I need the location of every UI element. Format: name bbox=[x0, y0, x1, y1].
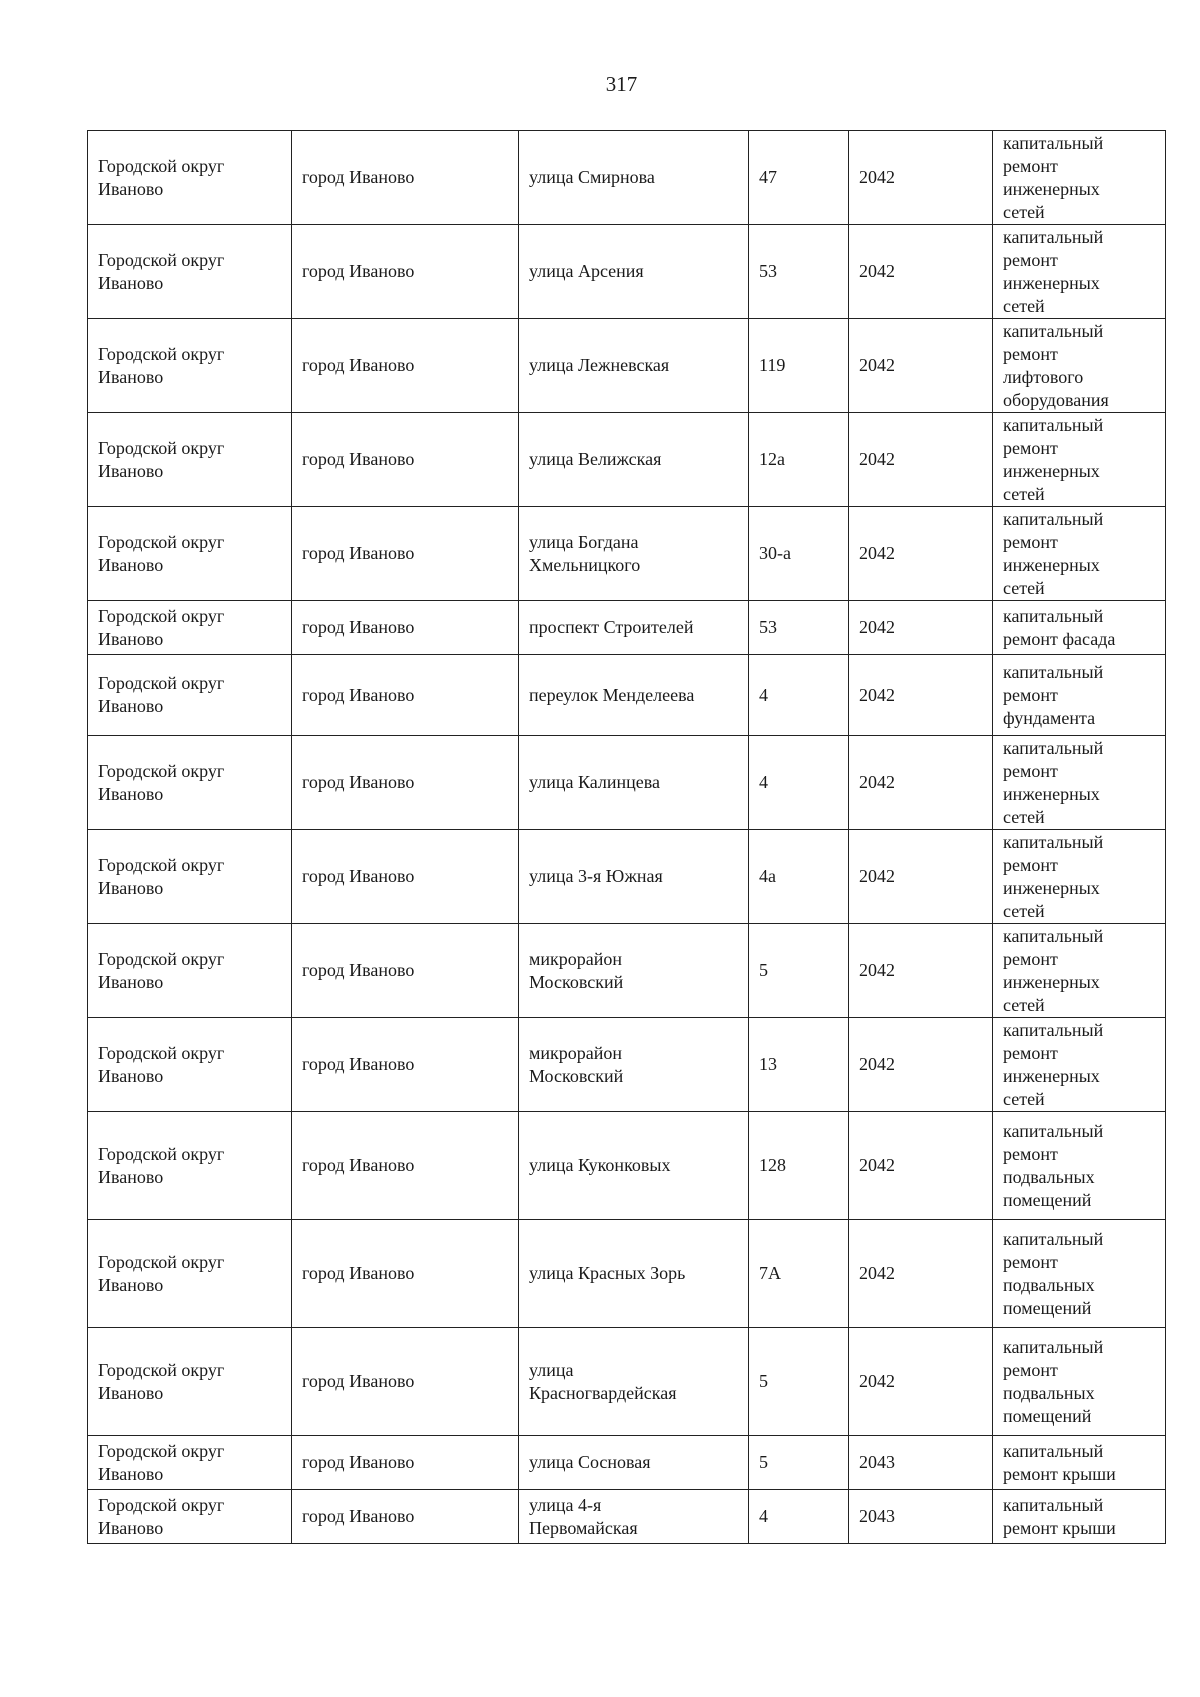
table-row bbox=[88, 1220, 1166, 1328]
table-row bbox=[88, 1490, 1166, 1544]
table-row bbox=[88, 319, 1166, 413]
house-number-cell: 4а bbox=[749, 830, 849, 924]
settlement-cell: город Иваново bbox=[292, 736, 519, 830]
work-type-cell: капитальный ремонт инженерных сетей bbox=[993, 413, 1166, 507]
street-cell: улица Красногвардейская bbox=[519, 1328, 749, 1436]
street-cell: улица Куконковых bbox=[519, 1112, 749, 1220]
work-type-cell: капитальный ремонт крыши bbox=[993, 1490, 1166, 1544]
street-cell: микрорайон Московский bbox=[519, 924, 749, 1018]
house-number-cell: 12а bbox=[749, 413, 849, 507]
street-cell: улица Арсения bbox=[519, 225, 749, 319]
settlement-cell: город Иваново bbox=[292, 507, 519, 601]
work-type-cell: капитальный ремонт фундамента bbox=[993, 655, 1166, 736]
table-row bbox=[88, 1112, 1166, 1220]
planned-year-cell: 2042 bbox=[849, 655, 993, 736]
work-type-cell: капитальный ремонт лифтового оборудования bbox=[993, 319, 1166, 413]
district-cell: Городской округ Иваново bbox=[88, 413, 292, 507]
street-cell: микрорайон Московский bbox=[519, 1018, 749, 1112]
planned-year-cell: 2042 bbox=[849, 507, 993, 601]
table-row bbox=[88, 1018, 1166, 1112]
street-cell: переулок Менделеева bbox=[519, 655, 749, 736]
district-cell: Городской округ Иваново bbox=[88, 830, 292, 924]
table-row bbox=[88, 507, 1166, 601]
district-cell: Городской округ Иваново bbox=[88, 655, 292, 736]
district-cell: Городской округ Иваново bbox=[88, 507, 292, 601]
settlement-cell: город Иваново bbox=[292, 1490, 519, 1544]
street-cell: улица Богдана Хмельницкого bbox=[519, 507, 749, 601]
settlement-cell: город Иваново bbox=[292, 413, 519, 507]
house-number-cell: 53 bbox=[749, 225, 849, 319]
work-type-cell: капитальный ремонт инженерных сетей bbox=[993, 830, 1166, 924]
planned-year-cell: 2042 bbox=[849, 131, 993, 225]
street-cell: улица 4-я Первомайская bbox=[519, 1490, 749, 1544]
table-row bbox=[88, 413, 1166, 507]
repair-schedule-table bbox=[87, 130, 1166, 1544]
settlement-cell: город Иваново bbox=[292, 1436, 519, 1490]
street-cell: проспект Строителей bbox=[519, 601, 749, 655]
settlement-cell: город Иваново bbox=[292, 131, 519, 225]
work-type-cell: капитальный ремонт крыши bbox=[993, 1436, 1166, 1490]
table-row bbox=[88, 1328, 1166, 1436]
district-cell: Городской округ Иваново bbox=[88, 1112, 292, 1220]
house-number-cell: 5 bbox=[749, 924, 849, 1018]
district-cell: Городской округ Иваново bbox=[88, 601, 292, 655]
district-cell: Городской округ Иваново bbox=[88, 736, 292, 830]
table-body bbox=[88, 131, 1166, 1544]
planned-year-cell: 2042 bbox=[849, 1220, 993, 1328]
work-type-cell: капитальный ремонт инженерных сетей bbox=[993, 736, 1166, 830]
district-cell: Городской округ Иваново bbox=[88, 1328, 292, 1436]
district-cell: Городской округ Иваново bbox=[88, 1220, 292, 1328]
table-row bbox=[88, 1436, 1166, 1490]
planned-year-cell: 2042 bbox=[849, 225, 993, 319]
street-cell: улица Красных Зорь bbox=[519, 1220, 749, 1328]
table-row bbox=[88, 830, 1166, 924]
street-cell: улица 3-я Южная bbox=[519, 830, 749, 924]
street-cell: улица Смирнова bbox=[519, 131, 749, 225]
house-number-cell: 13 bbox=[749, 1018, 849, 1112]
work-type-cell: капитальный ремонт подвальных помещений bbox=[993, 1328, 1166, 1436]
street-cell: улица Велижская bbox=[519, 413, 749, 507]
planned-year-cell: 2042 bbox=[849, 601, 993, 655]
work-type-cell: капитальный ремонт инженерных сетей bbox=[993, 924, 1166, 1018]
planned-year-cell: 2042 bbox=[849, 1018, 993, 1112]
work-type-cell: капитальный ремонт подвальных помещений bbox=[993, 1112, 1166, 1220]
table-row bbox=[88, 924, 1166, 1018]
table-row bbox=[88, 601, 1166, 655]
district-cell: Городской округ Иваново bbox=[88, 225, 292, 319]
settlement-cell: город Иваново bbox=[292, 319, 519, 413]
planned-year-cell: 2042 bbox=[849, 1112, 993, 1220]
work-type-cell: капитальный ремонт фасада bbox=[993, 601, 1166, 655]
house-number-cell: 4 bbox=[749, 1490, 849, 1544]
work-type-cell: капитальный ремонт инженерных сетей bbox=[993, 507, 1166, 601]
table-row bbox=[88, 131, 1166, 225]
house-number-cell: 47 bbox=[749, 131, 849, 225]
settlement-cell: город Иваново bbox=[292, 1220, 519, 1328]
planned-year-cell: 2042 bbox=[849, 319, 993, 413]
planned-year-cell: 2042 bbox=[849, 830, 993, 924]
house-number-cell: 30-а bbox=[749, 507, 849, 601]
district-cell: Городской округ Иваново bbox=[88, 924, 292, 1018]
street-cell: улица Лежневская bbox=[519, 319, 749, 413]
table-row bbox=[88, 655, 1166, 736]
house-number-cell: 4 bbox=[749, 736, 849, 830]
house-number-cell: 7А bbox=[749, 1220, 849, 1328]
settlement-cell: город Иваново bbox=[292, 830, 519, 924]
district-cell: Городской округ Иваново bbox=[88, 1436, 292, 1490]
settlement-cell: город Иваново bbox=[292, 601, 519, 655]
settlement-cell: город Иваново bbox=[292, 1018, 519, 1112]
district-cell: Городской округ Иваново bbox=[88, 1490, 292, 1544]
table-row bbox=[88, 736, 1166, 830]
settlement-cell: город Иваново bbox=[292, 1112, 519, 1220]
work-type-cell: капитальный ремонт инженерных сетей bbox=[993, 1018, 1166, 1112]
planned-year-cell: 2042 bbox=[849, 1328, 993, 1436]
page-number: 317 bbox=[605, 72, 638, 96]
table-row bbox=[88, 225, 1166, 319]
work-type-cell: капитальный ремонт подвальных помещений bbox=[993, 1220, 1166, 1328]
district-cell: Городской округ Иваново bbox=[88, 1018, 292, 1112]
street-cell: улица Калинцева bbox=[519, 736, 749, 830]
settlement-cell: город Иваново bbox=[292, 655, 519, 736]
planned-year-cell: 2042 bbox=[849, 413, 993, 507]
work-type-cell: капитальный ремонт инженерных сетей bbox=[993, 225, 1166, 319]
house-number-cell: 128 bbox=[749, 1112, 849, 1220]
planned-year-cell: 2042 bbox=[849, 924, 993, 1018]
settlement-cell: город Иваново bbox=[292, 1328, 519, 1436]
settlement-cell: город Иваново bbox=[292, 225, 519, 319]
house-number-cell: 53 bbox=[749, 601, 849, 655]
house-number-cell: 5 bbox=[749, 1436, 849, 1490]
planned-year-cell: 2042 bbox=[849, 736, 993, 830]
district-cell: Городской округ Иваново bbox=[88, 319, 292, 413]
house-number-cell: 5 bbox=[749, 1328, 849, 1436]
work-type-cell: капитальный ремонт инженерных сетей bbox=[993, 131, 1166, 225]
settlement-cell: город Иваново bbox=[292, 924, 519, 1018]
planned-year-cell: 2043 bbox=[849, 1490, 993, 1544]
house-number-cell: 119 bbox=[749, 319, 849, 413]
street-cell: улица Сосновая bbox=[519, 1436, 749, 1490]
house-number-cell: 4 bbox=[749, 655, 849, 736]
district-cell: Городской округ Иваново bbox=[88, 131, 292, 225]
planned-year-cell: 2043 bbox=[849, 1436, 993, 1490]
